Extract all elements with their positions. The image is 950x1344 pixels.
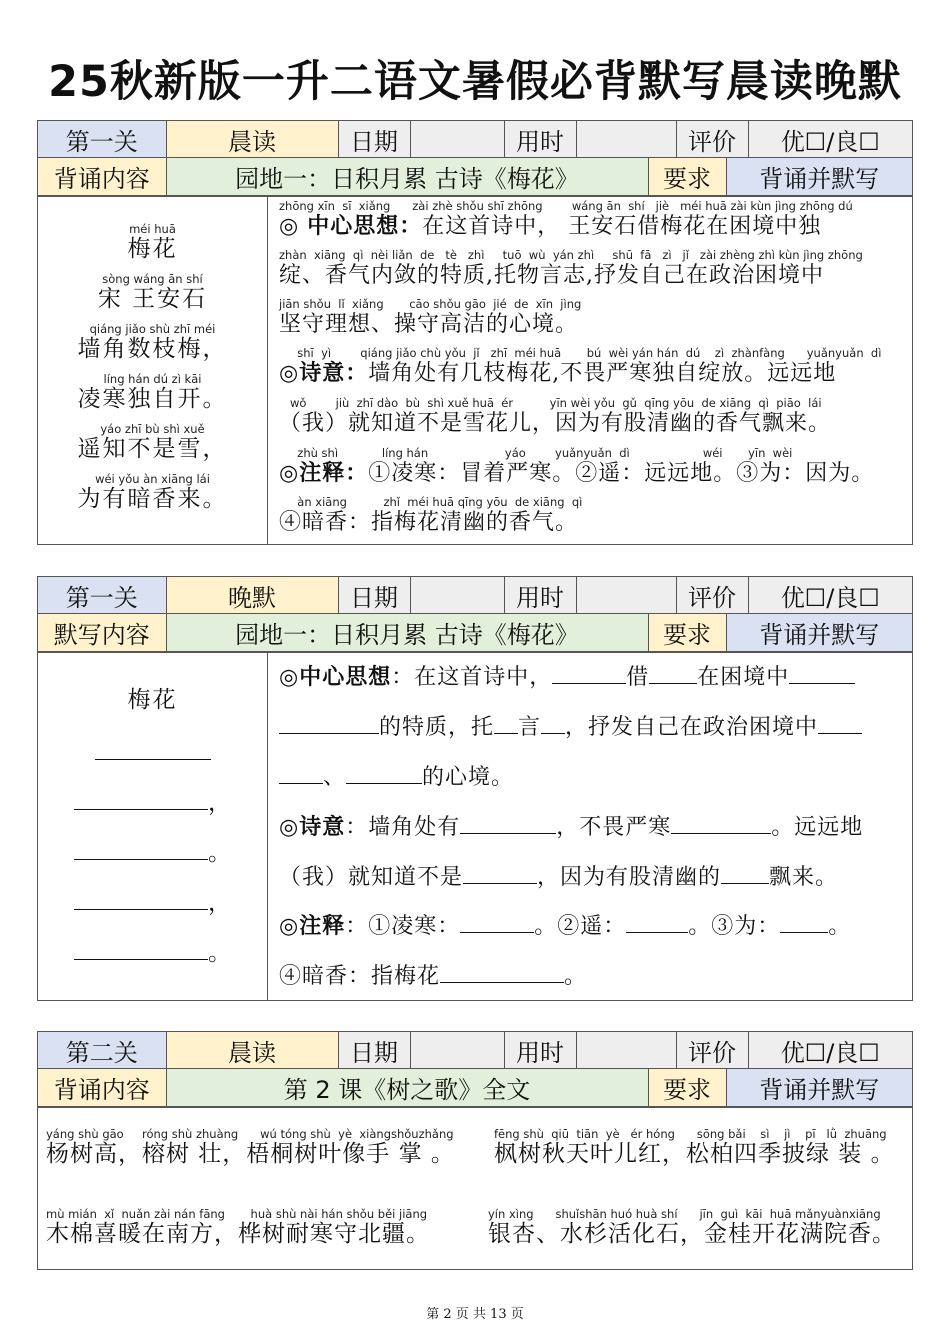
- content-title: 第 2 课《树之歌》全文: [166, 1069, 648, 1107]
- time-field[interactable]: [576, 121, 676, 158]
- song-area: [38, 1107, 912, 1270]
- eval-label: 评价: [676, 577, 748, 614]
- date-field[interactable]: [410, 121, 504, 158]
- poem-column: [38, 197, 268, 545]
- content-label: 背诵内容: [38, 1069, 166, 1107]
- mode-cell: 晚默: [166, 577, 338, 614]
- time-field[interactable]: [576, 577, 676, 614]
- page-footer: 第 2 页 共 13 页: [426, 1307, 524, 1322]
- requirement-value: 背诵并默写: [726, 614, 912, 652]
- fill-line: ◎注释：①凌寒： 。②遥： 。③为： 。: [279, 914, 852, 939]
- annotation-line: zhù shì líng hán yáo yuǎnyuǎn dì wéi yīn wèi ◎注释：①凌寒：冒着严寒。②遥：远远地。③为：因为。: [279, 446, 875, 486]
- eval-label: 评价: [676, 121, 748, 158]
- song-line: yín xìng shuǐshān huó huà shí jīn guì kāi huā mǎnyuànxiāng 银杏、水杉活化石，金桂开花满院香。: [488, 1207, 896, 1247]
- page-title: 25秋新版一升二语文暑假必背默写晨读晚默: [48, 57, 902, 107]
- meaning-line: shī yì qiáng jiǎo chù yǒu jǐ zhī méi huā bú wèi yán hán dú zì zhànfàng yuǎnyuǎn dì ◎诗意：墙角处有几枝梅花,不畏严寒独自绽放。远远地: [279, 346, 882, 386]
- blank-line[interactable]: 。: [38, 839, 267, 867]
- block-morning-reading-1: [37, 120, 913, 545]
- requirement-value: 背诵并默写: [726, 1069, 912, 1107]
- fill-line: （我）就知道不是 ，因为有股清幽的 飘来。: [279, 865, 839, 890]
- eval-label: 评价: [676, 1032, 748, 1069]
- mode-cell: 晨读: [166, 121, 338, 158]
- blank[interactable]: [460, 813, 556, 834]
- fill-line: ④暗香：指梅花 。: [279, 964, 588, 989]
- song-line: yáng shù gāo róng shù zhuàng wú tóng shù yè xiàngshǒuzhǎng 杨树高，榕树 壮，梧桐树叶像手 掌 。: [46, 1127, 455, 1167]
- date-field[interactable]: [410, 577, 504, 614]
- date-label: 日期: [338, 1032, 410, 1069]
- date-label: 日期: [338, 121, 410, 158]
- blank[interactable]: [279, 763, 323, 784]
- meaning-line: wǒ jiù zhī dào bù shì xuě huā ér yīn wèi yǒu gǔ qīng yōu de xiāng qì piāo lái （我）就知道不是雪花儿，因为有股清幽的香气飘来。: [279, 396, 832, 436]
- dictation-area: [38, 652, 912, 1001]
- blank-line[interactable]: [38, 739, 267, 767]
- requirement-label: 要求: [648, 614, 726, 652]
- header-table: [38, 121, 912, 158]
- blank[interactable]: [463, 863, 537, 884]
- song-line: fēng shù qiū tiān yè ér hóng sōng bǎi sì jì pī lǜ zhuāng 枫树秋天叶儿红，松柏四季披绿 装 。: [494, 1127, 895, 1167]
- block-morning-reading-2: [37, 1031, 913, 1270]
- requirement-label: 要求: [648, 158, 726, 196]
- central-idea-line: zhōng xīn sī xiǎng zài zhè shǒu shī zhōng wáng ān shí jiè méi huā zài kùn jìng zhōng dú ◎ 中心思想：在这首诗中， 王安石借梅花在困境中独: [279, 199, 853, 239]
- annotation-line: àn xiāng zhǐ méi huā qīng yōu de xiāng qì ④暗香：指梅花清幽的香气。: [279, 495, 583, 535]
- blank[interactable]: [346, 763, 422, 784]
- fill-line: ◎诗意：墙角处有 ，不畏严寒 。远远地: [279, 815, 864, 840]
- eval-options[interactable]: 优☐/良☐: [748, 577, 912, 614]
- time-label: 用时: [504, 577, 576, 614]
- eval-options[interactable]: 优☐/良☐: [748, 1032, 912, 1069]
- central-idea-line: jiān shǒu lǐ xiǎng cāo shǒu gāo jié de xīn jìng 坚守理想、操守高洁的心境。: [279, 297, 582, 337]
- blank[interactable]: [721, 863, 769, 884]
- blank[interactable]: [279, 713, 379, 734]
- time-label: 用时: [504, 121, 576, 158]
- requirement-label: 要求: [648, 1069, 726, 1107]
- blank[interactable]: [626, 912, 688, 933]
- poem-line: wéi yǒu àn xiāng lái 为有暗香来。: [77, 472, 228, 512]
- fill-line: 、 的心境。: [279, 763, 904, 792]
- blank-line[interactable]: 。: [38, 939, 267, 967]
- blank[interactable]: [494, 713, 518, 734]
- content-label: 背诵内容: [38, 158, 166, 196]
- fill-line: 的特质，托 言 ，抒发自己在政治困境中: [279, 713, 904, 742]
- content-area: [38, 196, 912, 545]
- level-cell: 第二关: [38, 1032, 166, 1069]
- blank[interactable]: [780, 912, 828, 933]
- mode-cell: 晨读: [166, 1032, 338, 1069]
- blank[interactable]: [440, 962, 564, 983]
- poem-line: qiáng jiǎo shù zhī méi 墙角数枝梅，: [77, 322, 228, 362]
- block-evening-dictation-1: [37, 576, 913, 1001]
- blank[interactable]: [818, 713, 862, 734]
- time-label: 用时: [504, 1032, 576, 1069]
- central-idea-line: zhàn xiāng qì nèi liǎn de tè zhì tuō wù yán zhì shū fā zì jǐ zài zhèng zhì kùn jìng zhōng 绽、香气内敛的特质,托物言志,抒发自己在政治困境中: [279, 248, 863, 288]
- fill-line: ◎中心思想：在这首诗中， 借 在困境中: [279, 663, 904, 692]
- content-title: 园地一：日积月累 古诗《梅花》: [166, 614, 648, 652]
- blank[interactable]: [541, 713, 565, 734]
- blank[interactable]: [649, 663, 697, 684]
- poem-line: líng hán dú zì kāi 凌寒独自开。: [77, 372, 228, 412]
- content-label: 默写内容: [38, 614, 166, 652]
- poem-author: sòng wáng ān shí 宋 王安石: [97, 272, 208, 312]
- blank[interactable]: [552, 663, 626, 684]
- level-cell: 第一关: [38, 577, 166, 614]
- song-line: mù mián xǐ nuǎn zài nán fāng huà shù nài hán shǒu běi jiāng 木棉喜暖在南方，桦树耐寒守北疆。: [46, 1207, 430, 1247]
- poem-title: 梅花: [127, 687, 178, 713]
- blank-line[interactable]: ，: [38, 889, 267, 917]
- blank-line[interactable]: ，: [38, 789, 267, 817]
- poem-dictation-column: [38, 653, 268, 1001]
- eval-options[interactable]: 优☐/良☐: [748, 121, 912, 158]
- poem-title: méi huā 梅花: [127, 222, 178, 262]
- blank[interactable]: [460, 912, 534, 933]
- time-field[interactable]: [576, 1032, 676, 1069]
- blank[interactable]: [789, 663, 855, 684]
- poem-line: yáo zhī bù shì xuě 遥知不是雪，: [77, 422, 228, 462]
- date-field[interactable]: [410, 1032, 504, 1069]
- date-label: 日期: [338, 577, 410, 614]
- blank[interactable]: [671, 813, 771, 834]
- requirement-value: 背诵并默写: [726, 158, 912, 196]
- level-cell: 第一关: [38, 121, 166, 158]
- content-title: 园地一：日积月累 古诗《梅花》: [166, 158, 648, 196]
